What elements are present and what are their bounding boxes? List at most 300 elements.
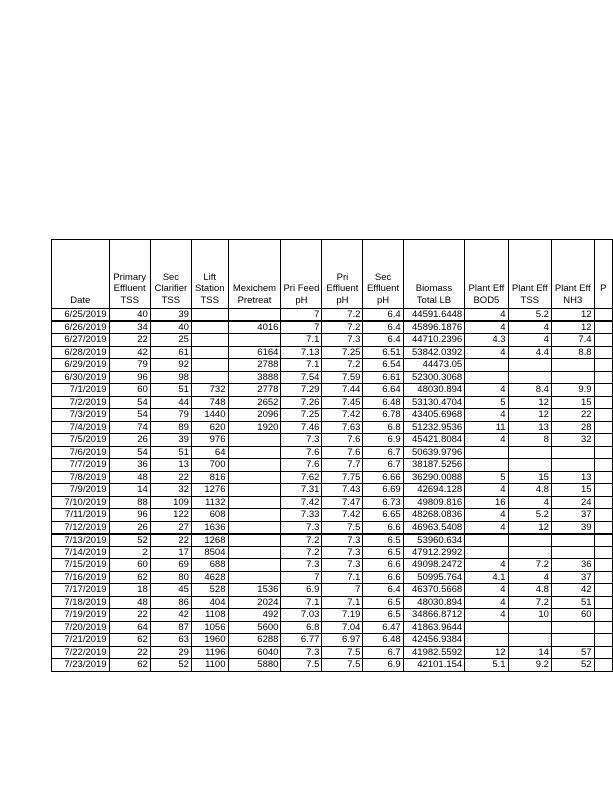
column-header-line: pH	[336, 294, 349, 306]
column-header	[363, 240, 403, 309]
column-header-line	[467, 272, 505, 284]
table-cell: 51	[150, 446, 191, 459]
table-cell	[465, 459, 508, 472]
table-cell: 7.3	[281, 434, 322, 447]
column-header-line: Plant Eff	[511, 283, 548, 294]
table-cell	[508, 634, 551, 647]
table-cell: 62	[109, 659, 150, 672]
table-cell: 69	[150, 559, 191, 572]
table-cell: 12	[551, 321, 594, 334]
table-cell: 6.5	[363, 534, 403, 547]
table-cell: 4	[508, 496, 551, 509]
table-row	[52, 334, 613, 347]
table-cell	[228, 546, 281, 559]
table-cell: 7.6	[322, 446, 363, 459]
date-cell: 6/28/2019	[52, 346, 110, 359]
header-row	[52, 240, 613, 309]
date-cell: 6/30/2019	[52, 371, 110, 384]
column-header-line	[231, 272, 279, 284]
table-cell	[228, 509, 281, 522]
table-cell	[594, 609, 612, 622]
table-cell: 41863.9644	[403, 621, 465, 634]
table-cell	[228, 434, 281, 447]
date-cell: 7/6/2019	[52, 446, 110, 459]
table-cell: 492	[228, 609, 281, 622]
table-cell: 62	[109, 571, 150, 584]
table-cell: 1276	[191, 484, 228, 497]
column-header-line: BOD5	[473, 294, 500, 306]
column-header-line: pH	[295, 294, 308, 306]
table-cell: 7.1	[322, 596, 363, 609]
date-cell: 7/20/2019	[52, 621, 110, 634]
table-cell: 7.25	[322, 346, 363, 359]
table-cell: 7.63	[322, 421, 363, 434]
table-row	[52, 321, 613, 334]
date-cell: 6/25/2019	[52, 309, 110, 322]
table-cell: 60	[109, 559, 150, 572]
table-cell: 40	[109, 309, 150, 322]
table-cell	[594, 534, 612, 547]
table-cell: 87	[150, 621, 191, 634]
table-cell: 60	[109, 384, 150, 397]
date-cell: 7/2/2019	[52, 396, 110, 409]
table-cell: 34866.8712	[403, 609, 465, 622]
table-cell	[551, 534, 594, 547]
column-header-line: Effluent	[113, 283, 146, 294]
column-header	[150, 240, 191, 309]
column-header-line: NH3	[563, 294, 583, 306]
table-cell: 4016	[228, 321, 281, 334]
table-cell: 64	[109, 621, 150, 634]
table-cell	[594, 321, 612, 334]
table-cell: 7.42	[322, 509, 363, 522]
table-cell: 7.2	[508, 596, 551, 609]
table-cell	[228, 334, 281, 347]
table-cell: 51	[150, 384, 191, 397]
table-cell: 7.26	[281, 396, 322, 409]
table-cell	[228, 471, 281, 484]
table-cell: 7.2	[322, 309, 363, 322]
table-cell: 7.5	[281, 659, 322, 672]
table-cell: 7.2	[322, 359, 363, 372]
table-cell: 7.1	[281, 359, 322, 372]
table-cell: 6.5	[363, 596, 403, 609]
table-cell: 4.1	[465, 571, 508, 584]
table-cell	[594, 459, 612, 472]
table-cell: 7	[322, 584, 363, 597]
table-cell: 1132	[191, 496, 228, 509]
column-header-line	[597, 272, 610, 284]
date-cell: 7/9/2019	[52, 484, 110, 497]
table-cell	[508, 546, 551, 559]
table-row	[52, 484, 613, 497]
table-cell	[594, 446, 612, 459]
table-cell	[594, 409, 612, 422]
table-cell: 29	[150, 646, 191, 659]
table-row	[52, 521, 613, 534]
table-cell: 4.8	[508, 484, 551, 497]
table-cell: 48030.894	[403, 596, 465, 609]
column-header	[109, 240, 150, 309]
table-row	[52, 421, 613, 434]
table-row	[52, 434, 613, 447]
table-cell: 28	[551, 421, 594, 434]
table-cell	[465, 621, 508, 634]
table-cell: 4628	[191, 571, 228, 584]
table-cell: 89	[150, 421, 191, 434]
column-header-line	[283, 260, 319, 272]
table-cell: 6.54	[363, 359, 403, 372]
column-header-line	[54, 260, 107, 272]
table-row	[52, 359, 613, 372]
table-cell: 5	[465, 471, 508, 484]
table-cell: 6.7	[363, 646, 403, 659]
table-cell: 7.04	[322, 621, 363, 634]
table-cell: 13	[150, 459, 191, 472]
table-cell: 4	[508, 571, 551, 584]
table-cell: 7.75	[322, 471, 363, 484]
table-row	[52, 646, 613, 659]
table-cell: 1960	[191, 634, 228, 647]
table-cell: 7.3	[322, 559, 363, 572]
column-header-line: Plant Eff	[468, 283, 505, 294]
table-cell: 6.65	[363, 509, 403, 522]
table-row	[52, 534, 613, 547]
column-header	[281, 240, 322, 309]
column-header-line: P	[600, 283, 607, 294]
table-cell: 7.7	[322, 459, 363, 472]
table-row	[52, 496, 613, 509]
column-header	[322, 240, 363, 309]
table-cell: 22	[109, 609, 150, 622]
table-cell: 6288	[228, 634, 281, 647]
table-cell	[551, 634, 594, 647]
table-row	[52, 396, 613, 409]
date-cell: 7/17/2019	[52, 584, 110, 597]
table-cell	[465, 446, 508, 459]
column-header-line: Sec	[162, 271, 180, 283]
table-cell: 7.5	[322, 521, 363, 534]
table-cell: 44710.2396	[403, 334, 465, 347]
column-header-line	[554, 260, 592, 272]
table-cell: 64	[191, 446, 228, 459]
date-cell: 7/4/2019	[52, 421, 110, 434]
table-cell: 6.47	[363, 621, 403, 634]
table-cell	[594, 484, 612, 497]
table-cell	[191, 334, 228, 347]
table-cell	[594, 346, 612, 359]
table-cell: 46370.5668	[403, 584, 465, 597]
table-cell: 6.69	[363, 484, 403, 497]
table-cell	[508, 371, 551, 384]
table-cell: 1536	[228, 584, 281, 597]
table-cell: 7.45	[322, 396, 363, 409]
table-cell: 6.7	[363, 459, 403, 472]
table-cell: 1636	[191, 521, 228, 534]
table-cell: 4	[465, 584, 508, 597]
table-cell: 6.48	[363, 396, 403, 409]
table-cell: 5.2	[508, 309, 551, 322]
table-cell	[508, 459, 551, 472]
table-cell: 7.33	[281, 509, 322, 522]
table-cell: 404	[191, 596, 228, 609]
date-cell: 7/1/2019	[52, 384, 110, 397]
date-cell: 7/19/2019	[52, 609, 110, 622]
table-cell: 7.3	[281, 646, 322, 659]
table-cell: 7.6	[281, 446, 322, 459]
table-cell: 36290.0088	[403, 471, 465, 484]
table-cell: 7.42	[322, 409, 363, 422]
column-header-line	[153, 260, 189, 272]
table-cell: 4	[465, 596, 508, 609]
table-cell: 6.7	[363, 446, 403, 459]
table-cell: 22	[109, 646, 150, 659]
date-cell: 7/13/2019	[52, 534, 110, 547]
table-cell: 1440	[191, 409, 228, 422]
table-cell: 40	[150, 321, 191, 334]
table-cell: 44	[150, 396, 191, 409]
table-cell: 60	[551, 609, 594, 622]
table-cell: 5.2	[508, 509, 551, 522]
table-cell: 43405.6968	[403, 409, 465, 422]
table-cell: 48268.0836	[403, 509, 465, 522]
column-header-line: Biomass	[415, 283, 453, 294]
table-cell	[551, 459, 594, 472]
table-cell: 7.2	[322, 321, 363, 334]
table-cell	[594, 646, 612, 659]
column-header-line	[511, 272, 549, 284]
column-header	[465, 240, 508, 309]
table-cell: 22	[551, 409, 594, 422]
table-cell	[465, 634, 508, 647]
table-cell: 7.3	[322, 534, 363, 547]
table-cell: 7.1	[322, 571, 363, 584]
table-cell: 62	[109, 634, 150, 647]
table-cell: 700	[191, 459, 228, 472]
table-cell	[594, 571, 612, 584]
table-cell	[508, 621, 551, 634]
table-cell: 7.4	[551, 334, 594, 347]
table-cell: 7.3	[322, 546, 363, 559]
table-cell: 6.77	[281, 634, 322, 647]
table-cell: 41982.5592	[403, 646, 465, 659]
table-cell	[594, 509, 612, 522]
column-header-line: TSS	[161, 294, 181, 306]
table-cell	[594, 471, 612, 484]
table-cell: 7.29	[281, 384, 322, 397]
table-row	[52, 384, 613, 397]
table-cell: 32	[551, 434, 594, 447]
table-cell	[594, 521, 612, 534]
table-cell: 12	[508, 521, 551, 534]
table-cell: 17	[150, 546, 191, 559]
table-cell: 27	[150, 521, 191, 534]
table-cell: 2778	[228, 384, 281, 397]
table-cell: 7.6	[281, 459, 322, 472]
column-header-line	[467, 260, 505, 272]
table-row	[52, 609, 613, 622]
column-header-line	[194, 260, 226, 272]
table-cell: 4	[465, 384, 508, 397]
table-cell: 528	[191, 584, 228, 597]
table-cell: 92	[150, 359, 191, 372]
table-cell: 49098.2472	[403, 559, 465, 572]
table-cell: 6.97	[322, 634, 363, 647]
column-header-line	[597, 295, 610, 307]
column-header	[191, 240, 228, 309]
table-cell: 7.2	[281, 534, 322, 547]
table-cell: 6040	[228, 646, 281, 659]
table-cell: 6.9	[363, 434, 403, 447]
table-row	[52, 446, 613, 459]
table-cell: 1100	[191, 659, 228, 672]
table-cell: 1056	[191, 621, 228, 634]
column-header-line	[283, 272, 319, 284]
table-cell: 7.43	[322, 484, 363, 497]
table-cell: 52	[150, 659, 191, 672]
table-cell: 7.31	[281, 484, 322, 497]
date-cell: 6/29/2019	[52, 359, 110, 372]
table-cell: 109	[150, 496, 191, 509]
table-cell: 39	[551, 521, 594, 534]
table-cell	[594, 309, 612, 322]
table-cell: 2652	[228, 396, 281, 409]
table-cell	[228, 309, 281, 322]
table-cell: 42	[551, 584, 594, 597]
table-cell: 6.4	[363, 309, 403, 322]
column-header-line	[231, 260, 279, 272]
table-body	[52, 309, 613, 672]
table-cell: 9.9	[551, 384, 594, 397]
table-cell: 8.8	[551, 346, 594, 359]
table-cell: 13	[508, 421, 551, 434]
column-header-line: TSS	[200, 294, 219, 306]
table-cell: 52	[551, 659, 594, 672]
table-cell: 34	[109, 321, 150, 334]
table-cell	[594, 496, 612, 509]
table-cell	[191, 309, 228, 322]
table-cell	[508, 359, 551, 372]
column-header-line: Lift	[203, 271, 217, 283]
date-cell: 7/15/2019	[52, 559, 110, 572]
column-header-line	[406, 272, 463, 284]
column-header-line	[324, 260, 360, 272]
table-cell: 7.44	[322, 384, 363, 397]
column-header-line	[112, 260, 148, 272]
date-cell: 7/11/2019	[52, 509, 110, 522]
date-cell: 7/18/2019	[52, 596, 110, 609]
table-cell: 52	[109, 534, 150, 547]
table-cell: 12	[465, 646, 508, 659]
table-cell	[465, 546, 508, 559]
table-cell: 36	[109, 459, 150, 472]
column-header-line	[597, 260, 610, 272]
table-cell: 688	[191, 559, 228, 572]
table-cell: 61	[150, 346, 191, 359]
table-cell: 3888	[228, 371, 281, 384]
table-cell: 4	[465, 559, 508, 572]
table-cell: 8.4	[508, 384, 551, 397]
table-cell: 7.13	[281, 346, 322, 359]
table-cell: 2788	[228, 359, 281, 372]
table-cell: 6.4	[363, 334, 403, 347]
table-cell	[594, 634, 612, 647]
table-cell: 5600	[228, 621, 281, 634]
table-row	[52, 309, 613, 322]
table-row	[52, 459, 613, 472]
column-header	[594, 240, 612, 309]
table-cell: 88	[109, 496, 150, 509]
table-cell: 42456.9384	[403, 634, 465, 647]
table-cell: 24	[551, 496, 594, 509]
table-cell: 36	[551, 559, 594, 572]
table-cell: 5880	[228, 659, 281, 672]
table-row	[52, 621, 613, 634]
table-cell	[594, 359, 612, 372]
table-cell: 98	[150, 371, 191, 384]
column-header-line: Pretreat	[237, 294, 272, 306]
table-cell: 2024	[228, 596, 281, 609]
table-cell: 7.25	[281, 409, 322, 422]
table-cell: 7.6	[322, 434, 363, 447]
column-header	[403, 240, 465, 309]
table-cell	[228, 571, 281, 584]
table-cell: 6.51	[363, 346, 403, 359]
table-cell: 8	[508, 434, 551, 447]
table-cell: 15	[551, 484, 594, 497]
table-row	[52, 471, 613, 484]
table-cell	[594, 559, 612, 572]
table-cell: 7.5	[322, 646, 363, 659]
column-header-line: Clarifier	[154, 283, 188, 294]
table-cell: 14	[508, 646, 551, 659]
table-cell: 7.2	[508, 559, 551, 572]
table-cell: 53960.634	[403, 534, 465, 547]
table-cell: 4	[465, 509, 508, 522]
table-cell	[228, 459, 281, 472]
table-cell	[508, 446, 551, 459]
table-cell: 122	[150, 509, 191, 522]
data-table	[51, 239, 613, 672]
table-cell: 18	[109, 584, 150, 597]
table-cell: 26	[109, 521, 150, 534]
table-cell: 1920	[228, 421, 281, 434]
column-header	[551, 240, 594, 309]
table-cell: 47912.2992	[403, 546, 465, 559]
table-cell: 7.1	[281, 334, 322, 347]
table-cell: 14	[109, 484, 150, 497]
table-cell: 6.64	[363, 384, 403, 397]
table-cell: 4	[465, 484, 508, 497]
table-cell: 4	[465, 521, 508, 534]
table-row	[52, 346, 613, 359]
table-cell: 45421.8084	[403, 434, 465, 447]
table-cell	[191, 371, 228, 384]
column-header-line	[511, 260, 549, 272]
table-cell: 48	[109, 471, 150, 484]
table-cell: 22	[150, 471, 191, 484]
table-cell	[594, 584, 612, 597]
table-cell: 49809.816	[403, 496, 465, 509]
table-cell: 7	[281, 571, 322, 584]
table-header	[52, 240, 613, 309]
table-cell: 7	[281, 309, 322, 322]
table-cell: 6.8	[281, 621, 322, 634]
table-cell: 6.9	[363, 659, 403, 672]
table-cell: 16	[465, 496, 508, 509]
table-cell: 5	[465, 396, 508, 409]
date-cell: 7/7/2019	[52, 459, 110, 472]
